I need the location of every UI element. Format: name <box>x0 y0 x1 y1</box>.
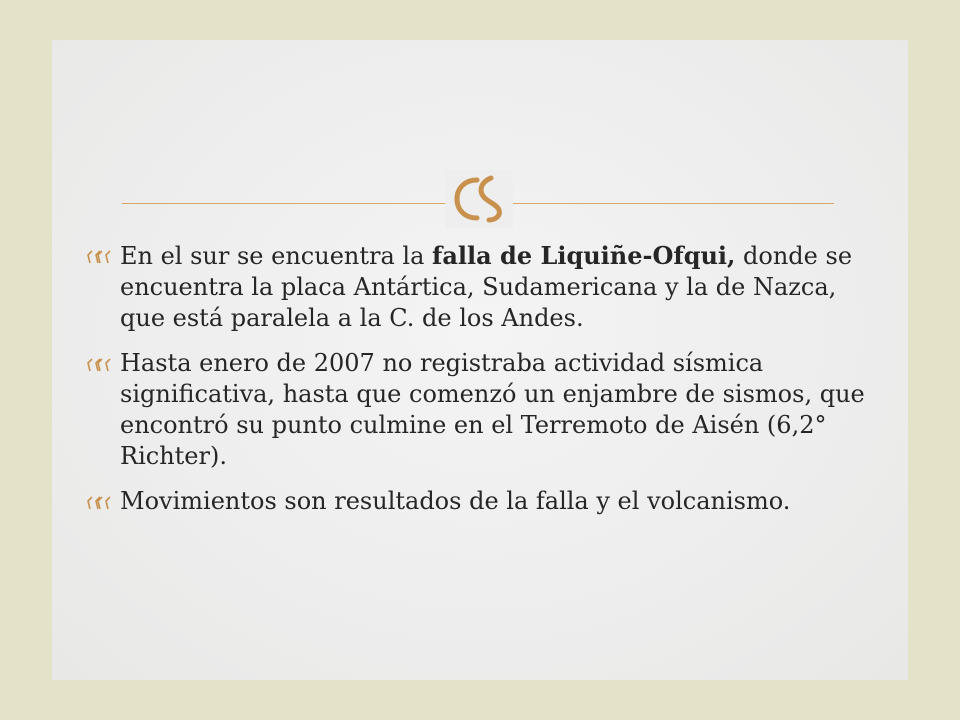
double-quote-bullet-icon <box>86 493 114 511</box>
bullet-item <box>86 348 876 472</box>
bullet-item <box>86 240 876 334</box>
bullet-list <box>86 240 876 531</box>
bullet-text: donde se encuentra la placa Antártica, Sudamericana y la de Nazca, que está paralela a la C. de los Andes. <box>120 242 853 332</box>
bullet-text: En el sur se encuentra la <box>120 242 433 270</box>
curly-bracket-ornament-icon <box>445 170 513 228</box>
double-quote-bullet-icon <box>86 355 114 373</box>
double-quote-bullet-icon <box>86 247 114 265</box>
bullet-text-bold: falla de Liquiñe-Ofqui, <box>432 241 736 270</box>
bullet-item <box>86 486 876 517</box>
bullet-text: Hasta enero de 2007 no registraba actividad sísmica significativa, hasta que comenzó un enjambre de sismos, que encontró su punto culmine en el Terremoto de Aisén (6,2° Richter). <box>120 349 865 470</box>
bullet-text: Movimientos son resultados de la falla y el volcanismo. <box>120 487 791 515</box>
